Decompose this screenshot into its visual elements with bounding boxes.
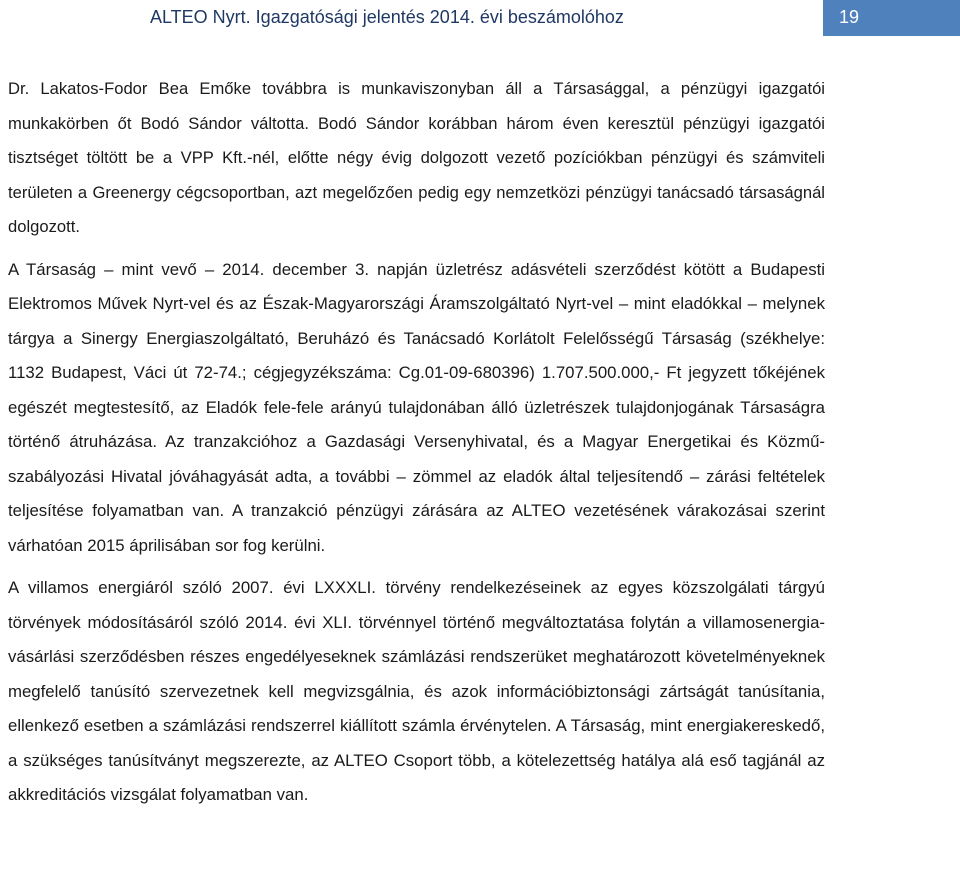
paragraph-sinergy-acquisition: A Társaság – mint vevő – 2014. december 3. napján üzletrész adásvételi szerződést kötött a Budapesti Elektromos Művek Nyrt-vel és az Észak-Magyarországi Áramszolgáltató Nyrt-vel – mint eladókkal – melynek tárgya a Sinergy Energiaszolgáltató, Beruházó és Tanácsadó Korlátolt Felelősségű Társaság (székhelye: 1132 Budapest, Váci út 72-74.; cégjegyzékszáma: Cg.01-09-680396) 1.707.500.000,- Ft jegyzett tőkéjének egészét megtestesítő, az Eladók fele-fele arányú tulajdonában álló üzletrészek tulajdonjogának Társaságra történő átruházása. Az tranzakcióhoz a Gazdasági Versenyhivatal, és a Magyar Energetikai és Közmű-szabályozási Hivatal jóváhagyását adta, a további – zömmel az eladók által teljesítendő – zárási feltételek teljesítése folyamatban van. A tranzakció pénzügyi zárására az ALTEO vezetésének várakozásai szerint várhatóan 2015 áprilisában sor fog kerülni. xyxy=(8,259,825,555)
paragraph-billing-certification: A villamos energiáról szóló 2007. évi LXXXLI. törvény rendelkezéseinek az egyes közszolgálati tárgyú törvények módosításáról szóló 2014. évi XLI. törvénnyel történő megváltoztatása folytán a villamosenergia-vásárlási szerződésben részes engedélyeseknek számlázási rendszerüket meghatározott követelményeknek megfelelő tanúsító szervezetnek kell megvizsgálnia, és azok információbiztonsági zártságát tanúsítania, ellenkező esetben a számlázási rendszerrel kiállított számla érvénytelen. A Társaság, mint energiakereskedő, a szükséges tanúsítványt megszerezte, az ALTEO Csoport több, a kötelezettség hatálya alá eső tagjánál az akkreditációs vizsgálat folyamatban van. xyxy=(8,578,825,804)
paragraph-management-change: Dr. Lakatos-Fodor Bea Emőke továbbra is munkaviszonyban áll a Társasággal, a pénzügyi igazgatói munkakörben őt Bodó Sándor váltotta. Bodó Sándor korábban három éven keresztül pénzügyi igazgatói tisztséget töltött be a VPP Kft.-nél, előtte négy évig dolgozott vezető pozíciókban pénzügyi és számviteli területen a Greenergy cégcsoportban, azt megelőzően pedig egy nemzetközi pénzügyi tanácsadó társaságnál dolgozott. xyxy=(8,79,825,236)
page-number: 19 xyxy=(839,7,860,27)
page-header xyxy=(0,0,960,38)
document-body xyxy=(8,72,825,821)
document-title: ALTEO Nyrt. Igazgatósági jelentés 2014. évi beszámolóhoz xyxy=(150,7,624,27)
